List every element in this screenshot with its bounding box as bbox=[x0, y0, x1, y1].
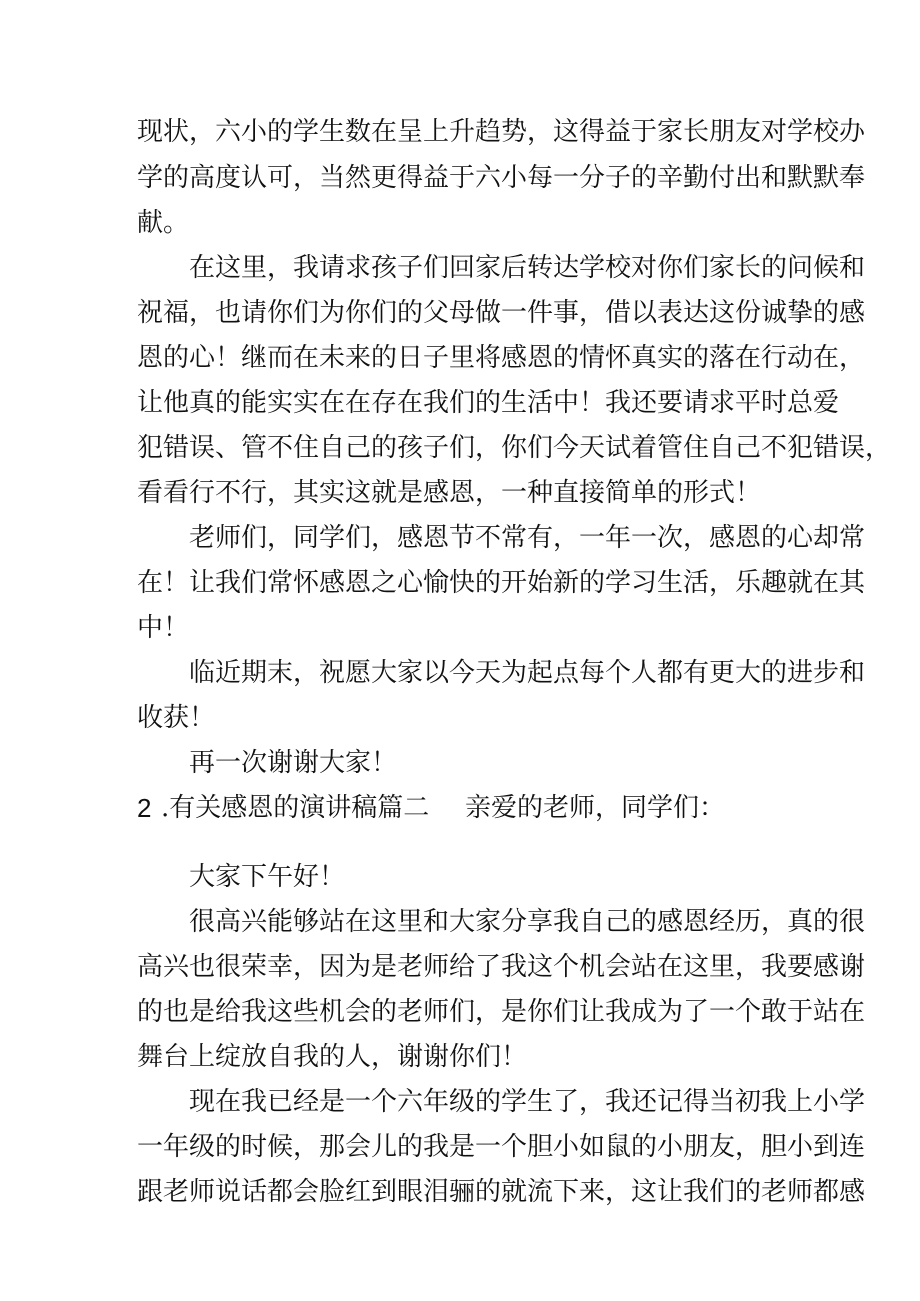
paragraph-line: 再一次谢谢大家！ bbox=[189, 748, 398, 778]
heading-title: .有关感恩的演讲稿篇二 bbox=[161, 793, 430, 823]
paragraph-line: 很高兴能够站在这里和大家分享我自己的感恩经历，真的很 bbox=[189, 907, 866, 937]
paragraph-line: 恩的心！继而在未来的日子里将感恩的情怀真实的落在行动在， bbox=[137, 343, 866, 373]
paragraph-line: 的也是给我这些机会的老师们，是你们让我成为了一个敢于站在 bbox=[137, 997, 866, 1027]
paragraph-line: 犯错误、管不住自己的孩子们，你们今天试着管住自己不犯错误， bbox=[137, 433, 892, 463]
paragraph-line: 临近期末，祝愿大家以今天为起点每个人都有更大的进步和 bbox=[189, 658, 866, 688]
paragraph-line: 一年级的时候，那会儿的我是一个胆小如鼠的小朋友，胆小到连 bbox=[137, 1132, 866, 1162]
paragraph-line: 学的高度认可，当然更得益于六小每一分子的辛勤付出和默默奉 bbox=[137, 163, 866, 193]
paragraph-line: 祝福，也请你们为你们的父母做一件事，借以表达这份诚挚的感 bbox=[137, 298, 866, 328]
paragraph-line: 跟老师说话都会脸红到眼泪骊的就流下来，这让我们的老师都感 bbox=[137, 1177, 866, 1207]
paragraph-line: 高兴也很荣幸，因为是老师给了我这个机会站在这里，我要感谢 bbox=[137, 952, 866, 982]
paragraph-line: 大家下午好！ bbox=[189, 862, 346, 892]
heading-number: 2 bbox=[137, 793, 152, 823]
paragraph-line: 老师们，同学们，感恩节不常有，一年一次，感恩的心却常 bbox=[189, 523, 866, 553]
paragraph-line: 收获！ bbox=[137, 703, 216, 733]
paragraph-line: 让他真的能实实在在存在我们的生活中！我还要请求平时总爱 bbox=[137, 388, 840, 418]
paragraph-line: 看看行不行，其实这就是感恩，一种直接简单的形式！ bbox=[137, 478, 762, 508]
heading-salutation: 亲爱的老师，同学们： bbox=[465, 793, 726, 823]
paragraph-line: 在这里，我请求孩子们回家后转达学校对你们家长的问候和 bbox=[189, 253, 866, 283]
paragraph-line: 舞台上绽放自我的人，谢谢你们！ bbox=[137, 1042, 528, 1072]
paragraph-line: 中！ bbox=[137, 613, 190, 643]
paragraph-line: 现在我已经是一个六年级的学生了，我还记得当初我上小学 bbox=[189, 1087, 866, 1117]
paragraph-line: 在！让我们常怀感恩之心愉快的开始新的学习生活，乐趣就在其 bbox=[137, 568, 866, 598]
paragraph-line: 现状，六小的学生数在呈上升趋势，这得益于家长朋友对学校办 bbox=[137, 117, 866, 147]
paragraph-line: 献。 bbox=[137, 208, 190, 238]
